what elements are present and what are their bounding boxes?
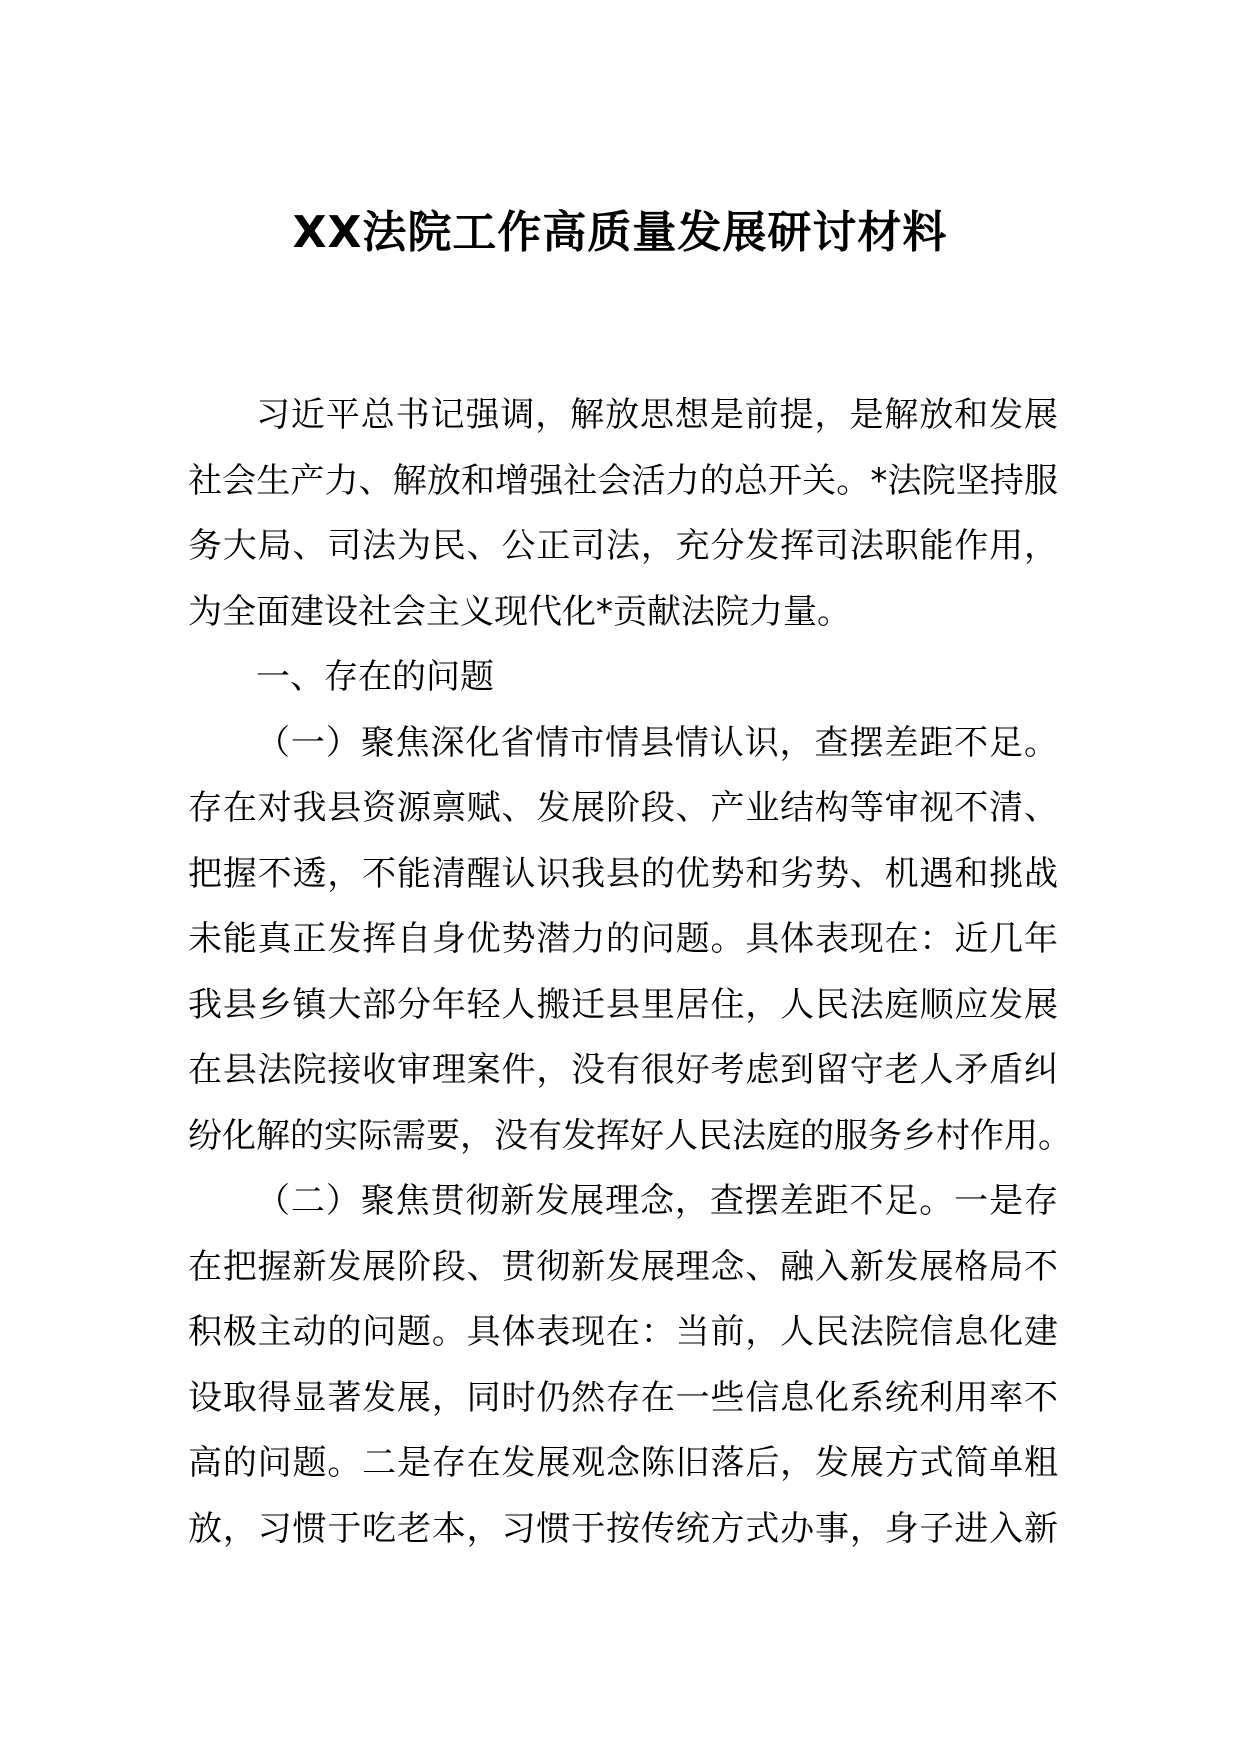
paragraph-sub1-line-7: 纷化解的实际需要，没有发挥好人民法庭的服务乡村作用。	[188, 1115, 1072, 1156]
paragraph-sub2-line-5: 高的问题。二是存在发展观念陈旧落后，发展方式简单粗	[188, 1443, 1058, 1483]
paragraph-sub2-line-2: 在把握新发展阶段、贯彻新发展理念、融入新发展格局不	[188, 1246, 1058, 1287]
paragraph-intro-line-2: 社会生产力、解放和增强社会活力的总开关。*法院坚持服	[188, 460, 1058, 501]
paragraph-intro-line-4: 为全面建设社会主义现代化*贡献法院力量。	[188, 591, 851, 632]
paragraph-sub1-line-3: 把握不透，不能清醒认识我县的优势和劣势、机遇和挑战	[188, 853, 1058, 894]
paragraph-intro-line-1: 习近平总书记强调，解放思想是前提，是解放和发展	[256, 395, 1058, 435]
paragraph-sub1-line-4: 未能真正发挥自身优势潜力的问题。具体表现在：近几年	[188, 919, 1058, 959]
paragraph-sub2-line-1: （二）聚焦贯彻新发展理念，查摆差距不足。一是存	[256, 1181, 1058, 1221]
paragraph-sub1-line-1: （一）聚焦深化省情市情县情认识，查摆差距不足。	[256, 722, 1058, 763]
section-heading-1: 一、存在的问题	[256, 657, 494, 697]
paragraph-sub1-line-5: 我县乡镇大部分年轻人搬迁县里居住，人民法庭顺应发展	[188, 984, 1058, 1025]
paragraph-intro-line-3: 务大局、司法为民、公正司法，充分发挥司法职能作用，	[188, 526, 1058, 566]
paragraph-sub2-line-4: 设取得显著发展，同时仍然存在一些信息化系统利用率不	[188, 1377, 1058, 1418]
document-body	[188, 383, 1072, 1562]
paragraph-sub2-line-3: 积极主动的问题。具体表现在：当前，人民法院信息化建	[188, 1312, 1058, 1352]
paragraph-sub1-line-6: 在县法院接收审理案件，没有很好考虑到留守老人矛盾纠	[188, 1050, 1058, 1090]
paragraph-sub2-line-6: 放，习惯于吃老本，习惯于按传统方式办事，身子进入新	[188, 1508, 1058, 1549]
paragraph-sub1-line-2: 存在对我县资源禀赋、发展阶段、产业结构等审视不清、	[188, 788, 1058, 828]
document-title: XX法院工作高质量发展研讨材料	[292, 207, 948, 258]
